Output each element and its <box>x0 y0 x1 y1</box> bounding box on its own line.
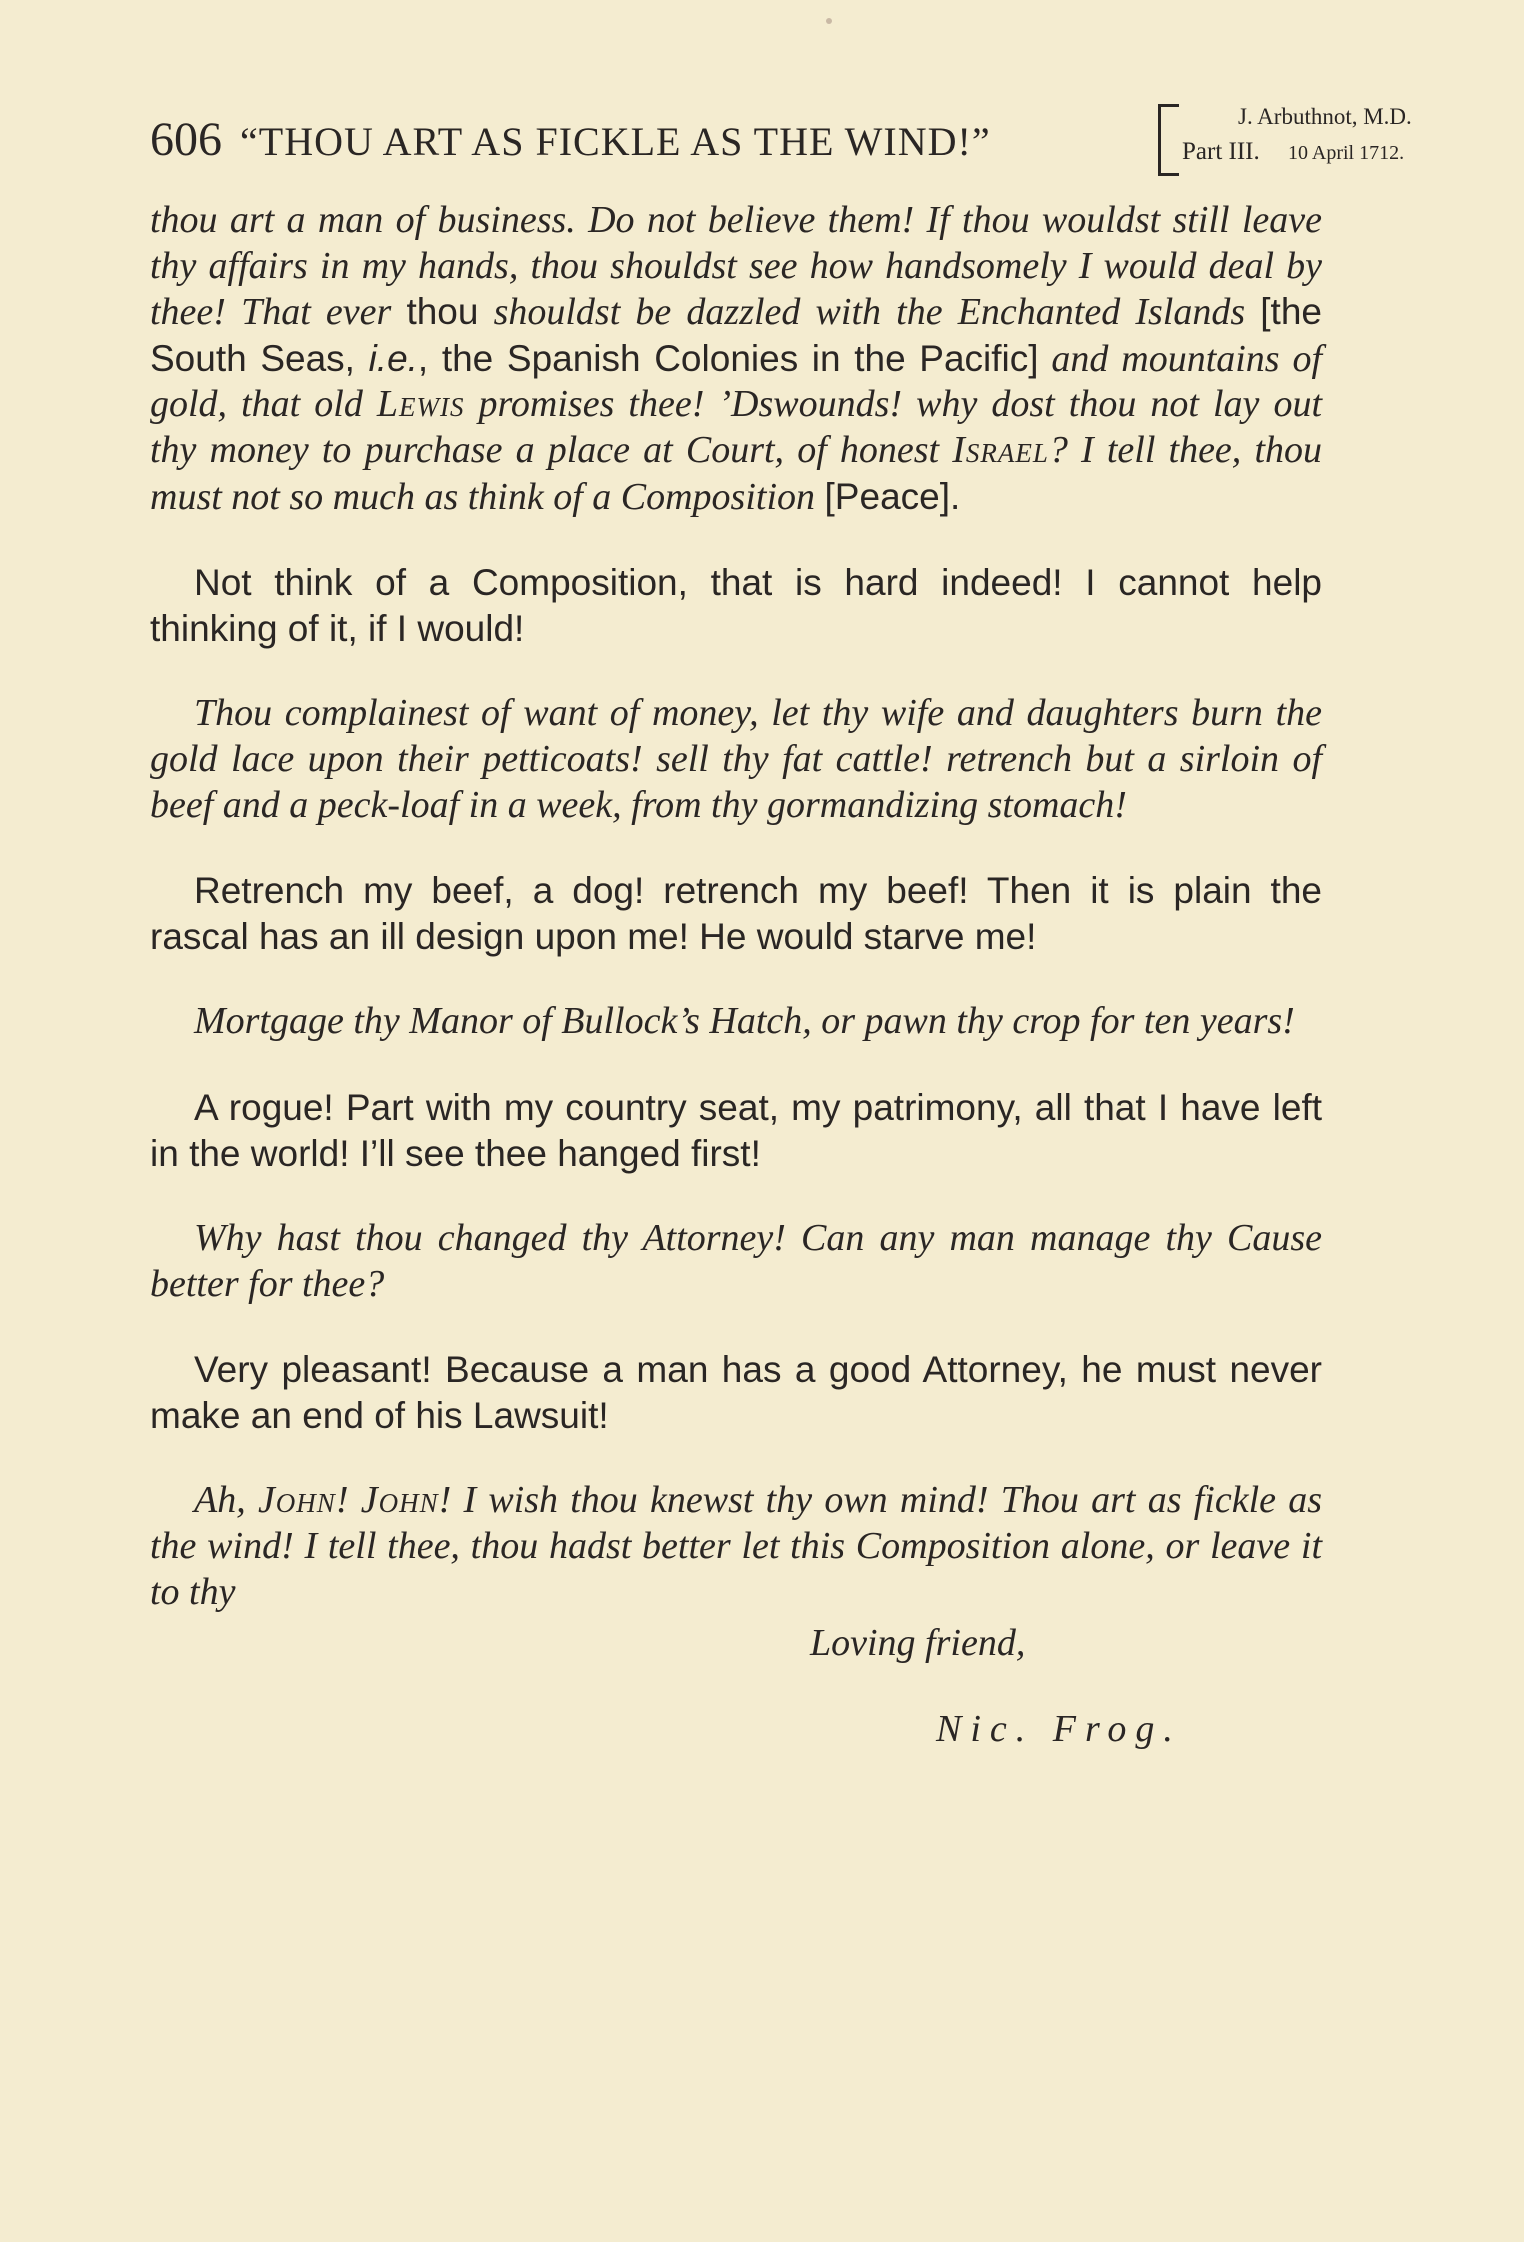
paragraph-frog-letter <box>150 198 1322 520</box>
paper-speck <box>826 18 832 24</box>
signature-closing: Loving friend, <box>810 1622 1026 1665</box>
name-lewis: Lewis <box>376 383 465 426</box>
editorial-note: [Peace]. <box>824 475 961 517</box>
paragraph-frog-3: Mortgage thy Manor of Bullock’s Hatch, or pawn thy crop for ten years! <box>194 1000 1295 1043</box>
name-john: John <box>257 1479 336 1522</box>
header-part: Part III. <box>1182 138 1260 165</box>
text-run: promises thee! ’Dswounds! why dost thou not lay out thy money to purchase a place at Court, of honest <box>150 383 1322 471</box>
name-israel: Israel <box>952 428 1049 471</box>
paragraph-john-reply-1: Not think of a Composition, that is hard indeed! I cannot help thinking of it, if I would! <box>150 562 1322 649</box>
name-john: John <box>360 1479 439 1522</box>
text-run: ? I tell thee, thou must not so much as think of a Composition <box>150 428 1322 518</box>
paragraph-john-reply-3: A rogue! Part with my country seat, my patrimony, all that I have left in the world! I’ll see thee hanged first! <box>150 1086 1322 1174</box>
text-run: and mountains of gold, that old <box>150 337 1322 426</box>
header-attribution <box>1182 104 1502 170</box>
paragraph-frog-2: Thou complainest of want of money, let thy wife and daughters burn the gold lace upon their petticoats! sell thy fat cattle! retrench but a sirloin of beef and a peck-loaf in a week, from thy gormandizing stomach! <box>150 692 1322 826</box>
paragraph-frog-closing <box>150 1478 1322 1615</box>
header-author: J. Arbuthnot, M.D. <box>1238 104 1412 129</box>
header-date: 10 April 1712. <box>1288 142 1405 164</box>
text-run: thou art a man of business. Do not believe them! If thou wouldst still leave thy affairs in my hands, thou shouldst see how handsomely I would deal by thee! That ever <box>150 199 1322 334</box>
text-run: thou <box>406 291 479 333</box>
text-run: shouldst be dazzled with the Enchanted Islands <box>478 291 1261 334</box>
paragraph-john-reply-2: Retrench my beef, a dog! retrench my beef! Then it is plain the rascal has an ill design upon me! He would starve me! <box>150 870 1322 957</box>
paragraph-frog-4: Why hast thou changed thy Attorney! Can any man manage thy Cause better for thee? <box>150 1217 1322 1305</box>
signature-name: Nic. Frog. <box>936 1707 1182 1750</box>
editorial-note: [the South Seas, <box>150 291 1322 379</box>
body-text <box>150 198 1322 1792</box>
text-run: Ah, <box>194 1479 258 1522</box>
running-header <box>150 104 1412 178</box>
page-number: 606 <box>150 113 222 166</box>
text-run: i.e. <box>368 337 418 379</box>
paragraph-john-reply-4: Very pleasant! Because a man has a good Attorney, he must never make an end of his Lawsuit! <box>150 1349 1322 1436</box>
text-run: ! I wish thou knewst thy own mind! Thou art as fickle as the wind! I tell thee, thou hadst better let this Composition alone, or leave it to thy <box>150 1479 1323 1613</box>
running-title: “THOU ART AS FICKLE AS THE WIND!” <box>240 119 991 164</box>
header-bracket <box>1158 104 1179 176</box>
editorial-note: , the Spanish Colonies in the Pacific] <box>417 337 1039 379</box>
text-run: ! <box>335 1479 361 1522</box>
